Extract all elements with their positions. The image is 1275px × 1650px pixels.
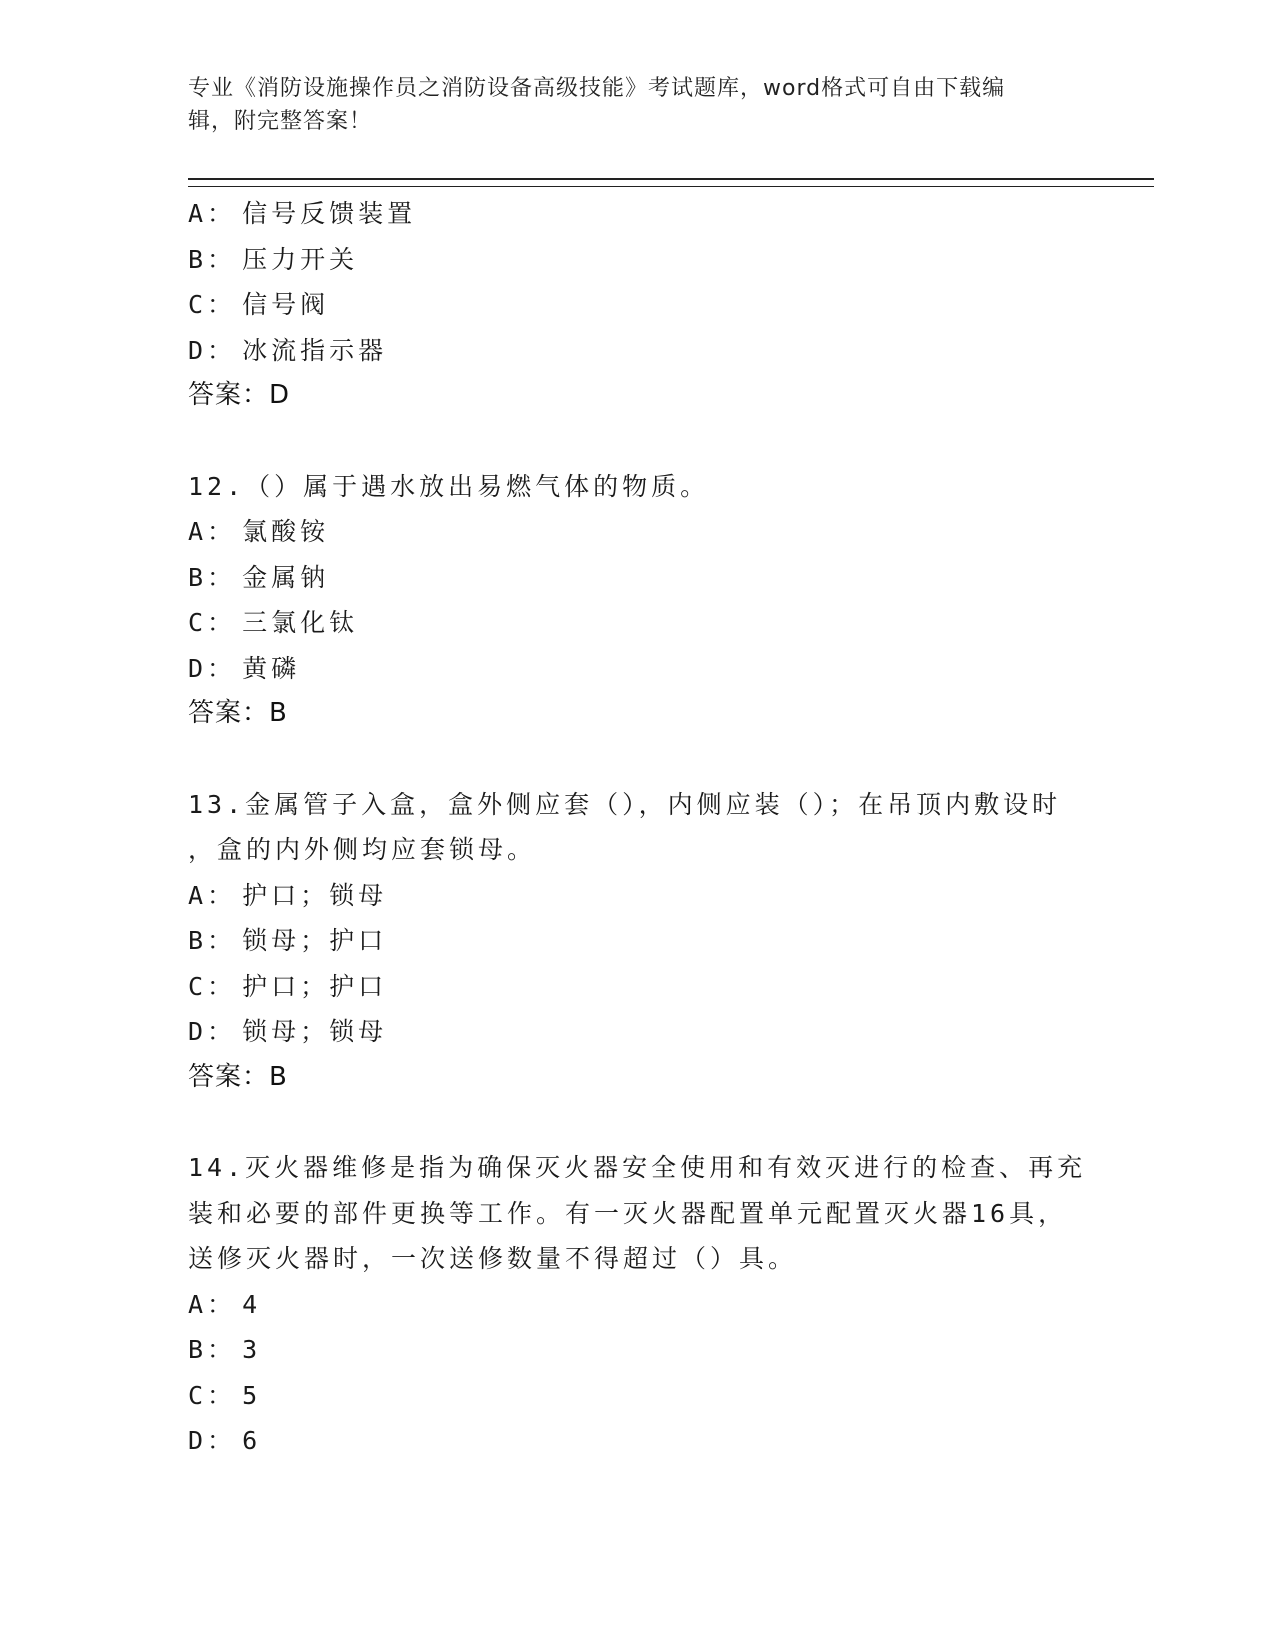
question-text: 12.（）属于遇水放出易燃气体的物质。 [188,471,710,501]
question-text: 送修灭火器时，一次送修数量不得超过（）具。 [188,1244,798,1273]
document-header [188,72,1078,138]
header-line-2: 辑，附完整答案！ [188,109,373,134]
option-b: B： 金属钠 [188,562,330,592]
spacer [188,737,1088,782]
option-c: C： 三氯化钛 [188,608,359,637]
option-c: C： 护口；护口 [188,971,388,1001]
option-b: B： 压力开关 [188,244,359,274]
question-text: 装和必要的部件更换等工作。有一灭火器配置单元配置灭火器16具， [188,1198,1068,1228]
question-13 [188,782,1088,1101]
question-14 [188,1145,1088,1464]
option-d: D： 冰流指示器 [188,335,388,365]
option-d: D： 黄磷 [188,653,301,683]
answer-line: 答案：B [188,698,288,728]
spacer [188,419,1088,464]
option-a: A： 4 [188,1289,262,1319]
option-b: B： 锁母；护口 [188,926,388,955]
option-c: C： 信号阀 [188,290,330,319]
header-line-1: 专业《消防设施操作员之消防设备高级技能》考试题库，word格式可自由下载编 [188,76,1006,101]
spacer [188,1100,1088,1145]
question-12 [188,464,1088,737]
option-a: A： 氯酸铵 [188,517,330,546]
option-d: D： 锁母；锁母 [188,1017,388,1046]
header-divider [188,178,1154,187]
option-c: C： 5 [188,1380,262,1410]
answer-line: 答案：B [188,1061,288,1092]
option-b: B： 3 [188,1335,262,1364]
question-list [188,191,1088,1464]
answer-line: 答案：D [188,380,291,410]
option-d: D： 6 [188,1426,262,1455]
option-a: A： 信号反馈装置 [188,199,417,228]
question-11-continuation [188,191,1088,419]
question-text: 13.金属管子入盒，盒外侧应套（），内侧应装（）；在吊顶内敷设时 [188,789,1062,819]
question-text: 14.灭火器维修是指为确保灭火器安全使用和有效灭进行的检查、再充 [188,1153,1087,1182]
option-a: A： 护口；锁母 [188,880,388,910]
question-text: ，盒的内外侧均应套锁母。 [188,835,537,864]
